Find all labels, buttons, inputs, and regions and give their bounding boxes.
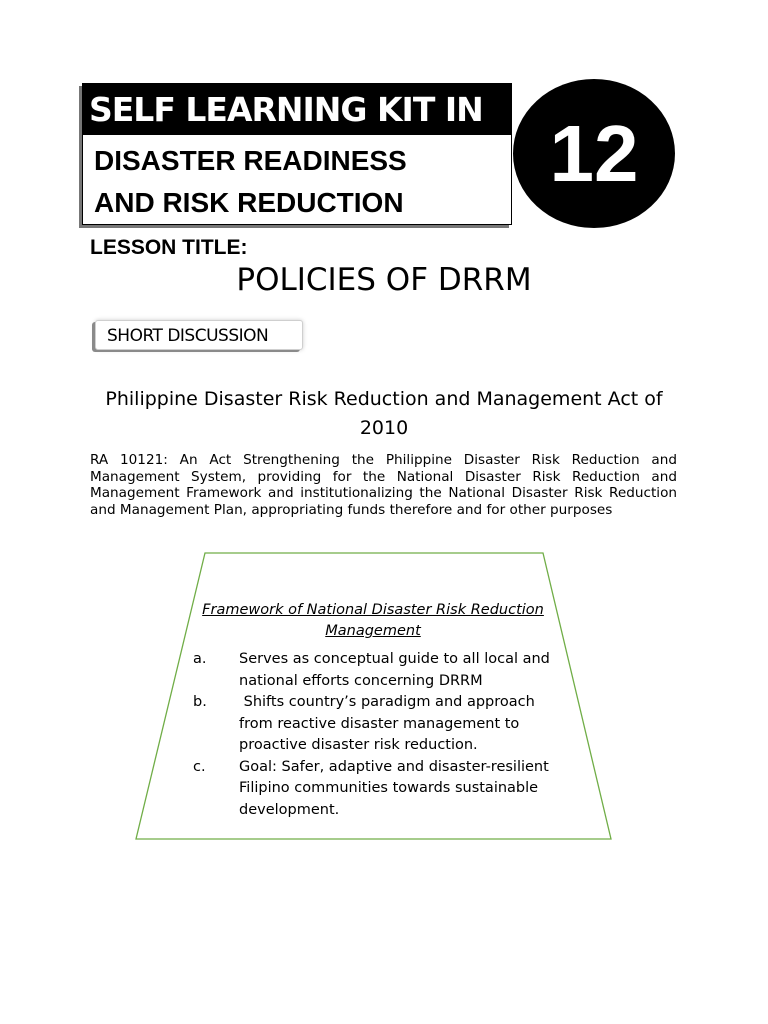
subject-line-1: DISASTER READINESS <box>94 145 407 176</box>
grade-badge: 12 <box>513 79 675 228</box>
section-tag-short-discussion: SHORT DISCUSSION <box>95 320 303 350</box>
header-box <box>82 83 512 225</box>
framework-title: Framework of National Disaster Risk Reduction Management <box>202 602 544 639</box>
act-description: RA 10121: An Act Strengthening the Philippine Disaster Risk Reduction and Management System, providing for the National Disaster Risk Reduction and Management Framework and institutionalizing the National Disaster Risk Reduction and Management Plan, appropriating funds therefore and for other purposes <box>90 452 677 518</box>
list-marker: b. <box>193 694 207 710</box>
list-marker: c. <box>193 758 206 775</box>
list-item <box>193 692 563 757</box>
framework-list <box>193 649 563 821</box>
list-marker: a. <box>193 651 207 667</box>
subject-line-2: AND RISK REDUCTION <box>94 187 404 218</box>
kit-label: SELF LEARNING KIT IN <box>83 84 511 135</box>
act-title: Philippine Disaster Risk Reduction and Management Act of 2010 <box>105 388 663 439</box>
list-item <box>193 649 563 692</box>
list-item-text: Shifts country’s paradigm and approach from reactive disaster management to proactive disaster risk reduction. <box>239 694 540 753</box>
list-item-text: Serves as conceptual guide to all local and national efforts concerning DRRM <box>239 651 550 689</box>
list-item <box>193 757 563 822</box>
subject-title <box>94 140 407 224</box>
lesson-title: POLICIES OF DRRM <box>236 262 532 298</box>
list-item-text: Goal: Safer, adaptive and disaster-resilient Filipino communities towards sustainable development. <box>239 758 549 818</box>
lesson-label: LESSON TITLE: <box>90 236 248 259</box>
